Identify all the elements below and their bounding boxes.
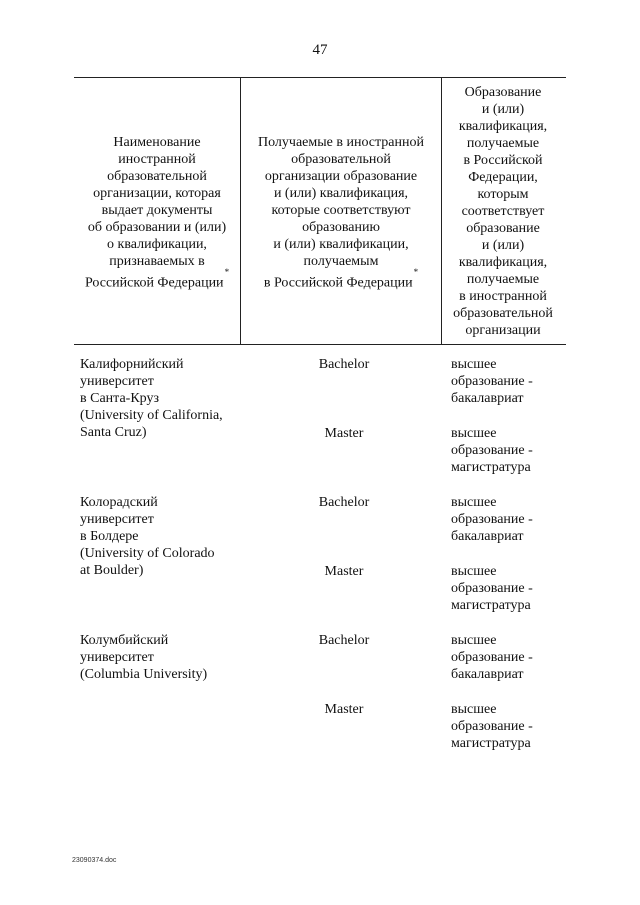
footnote-mark: * bbox=[224, 267, 230, 278]
russian-equivalent: высшее образование - бакалавриат bbox=[451, 633, 533, 682]
russian-equivalent: высшее образование - магистратура bbox=[451, 702, 533, 751]
russian-equivalent: высшее образование - магистратура bbox=[451, 564, 533, 613]
header-col-foreign-qualification bbox=[240, 78, 442, 344]
foreign-degree: Bachelor bbox=[318, 633, 370, 648]
russian-equivalent: высшее образование - магистратура bbox=[451, 426, 533, 475]
header-col-foreign-qualification-label: Получаемые в иностранной образовательной организации образование и (или) квалификация, которые соответствуют образованию и (или) квалификации, получаемым в Российской Федерации bbox=[258, 135, 424, 291]
header-col-russian-qualification bbox=[442, 78, 564, 344]
page-number: 47 bbox=[312, 42, 328, 58]
russian-equivalent: высшее образование - бакалавриат bbox=[451, 357, 533, 406]
document-file-code: 23090374.doc bbox=[72, 857, 117, 864]
foreign-degree: Bachelor bbox=[318, 495, 370, 510]
foreign-degree: Master bbox=[324, 702, 364, 717]
foreign-degree: Master bbox=[324, 426, 364, 441]
university-name: Колорадский университет в Болдере (University of Colorado at Boulder) bbox=[80, 495, 215, 578]
header-col-organization-label: Наименование иностранной образовательной организации, которая выдает документы об образовании и (или) о квалификации, признаваемых в Российской Федерации bbox=[84, 135, 227, 291]
table-header bbox=[74, 77, 566, 345]
foreign-degree: Bachelor bbox=[318, 357, 370, 372]
university-name: Калифорнийский университет в Санта-Круз (University of California, Santa Cruz) bbox=[80, 357, 223, 440]
university-name: Колумбийский университет (Columbia University) bbox=[80, 633, 208, 682]
foreign-degree: Master bbox=[324, 564, 364, 579]
header-col-organization bbox=[74, 78, 240, 344]
russian-equivalent: высшее образование - бакалавриат bbox=[451, 495, 533, 544]
footnote-mark: * bbox=[413, 267, 419, 278]
header-col-russian-qualification-label: Образование и (или) квалификация, получаемые в Российской Федерации, которым соответствует образование и (или) квалификация, получаемые в иностранной образовательной организации bbox=[453, 84, 553, 338]
